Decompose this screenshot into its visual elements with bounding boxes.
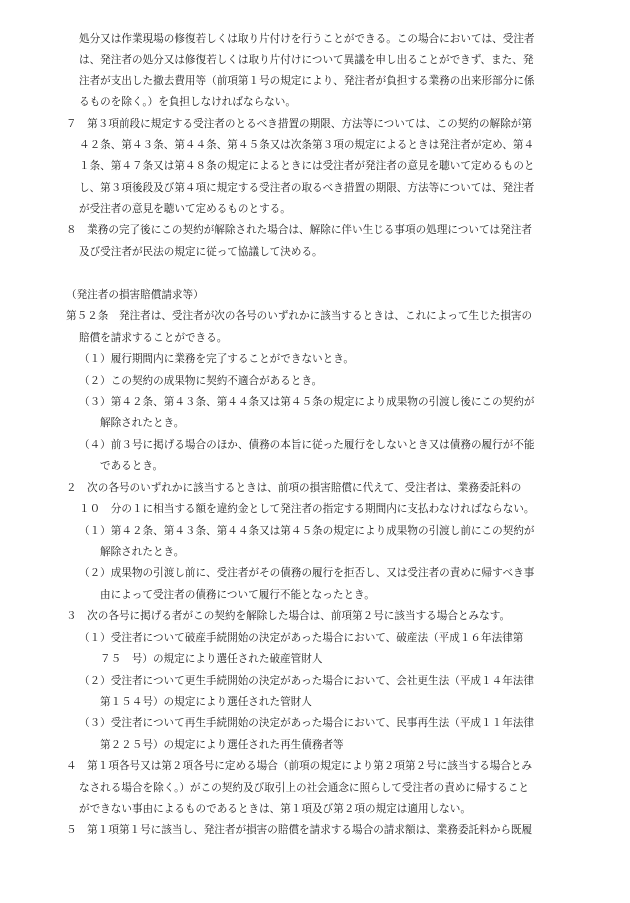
list-item: （３）受注者について再生手続開始の決定があった場合において、民事再生法（平成１１年法律: [79, 717, 534, 729]
text-line: １０ 分の１に相当する額を違約金として発注者の指定する期間内に支払わなければならない。: [79, 503, 535, 515]
list-item: （４）前３号に掲げる場合のほか、債務の本旨に従った履行をしないとき又は債務の履行が不能: [79, 439, 535, 451]
text-line: ができない事由によるものであるときは、第１項及び第２項の規定は適用しない。: [79, 803, 471, 815]
text-line: るものを除く。）を負担しなければならない。: [79, 96, 296, 108]
text-line: 処分又は作業現場の修復若しくは取り片付けを行うことができる。この場合においては、受注者: [79, 33, 535, 45]
paragraph-5-line: ５ 第１項第１号に該当し、発注者が損害の賠償を請求する場合の請求額は、業務委託料から既履: [66, 824, 533, 836]
list-item: （３）第４２条、第４３条、第４４条又は第４５条の規定により成果物の引渡し後にこの契約が: [79, 396, 535, 408]
article-52-line: 第５２条 発注者は、受注者が次の各号のいずれかに該当するときは、これによって生じた損害の: [66, 310, 533, 322]
text-line: は、発注者の処分又は修復若しくは取り片付けについて異議を申し出ることができず、また、発: [79, 54, 534, 66]
list-item-continuation: 第１５４号）の規定により選任された管財人: [100, 696, 312, 708]
list-item: （１）受注者について破産手続開始の決定があった場合において、破産法（平成１６年法律第: [79, 632, 524, 644]
text-line: なされる場合を除く。）がこの契約及び取引上の社会通念に照らして受注者の責めに帰すること: [79, 782, 530, 794]
paragraph-8-line: ８ 業務の完了後にこの契約が解除された場合は、解除に伴い生じる事項の処理については発注者: [66, 224, 532, 236]
text-line: 及び受注者が民法の規定に従って協議して決める。: [79, 246, 323, 258]
list-item: （２）成果物の引渡し前に、受注者がその債務の履行を拒否し、又は受注者の責めに帰すべき事: [79, 567, 535, 579]
text-line: し、第３項後段及び第４項に規定する受注者の取るべき措置の期限、方法等については、発注者: [79, 182, 535, 194]
text-line: 注者が支出した撤去費用等（前項第１号の規定により、発注者が負担する業務の出来形部分に係: [79, 75, 535, 87]
paragraph-7-line: ７ 第３項前段に規定する受注者のとるべき措置の期限、方法等については、この契約の解除が第: [66, 118, 532, 130]
list-item: （２）この契約の成果物に契約不適合があるとき。: [79, 375, 323, 387]
paragraph-3-line: ３ 次の各号に掲げる者がこの契約を解除した場合は、前項第２号に該当する場合とみなす。: [66, 610, 511, 622]
list-item-continuation: ７５ 号）の規定により選任された破産管財人: [100, 653, 323, 665]
list-item-continuation: であるとき。: [100, 460, 164, 472]
text-line: が受注者の意見を聴いて定めるものとする。: [79, 203, 291, 215]
text-line: １条、第４７条又は第４８条の規定によるときには受注者が発注者の意見を聴いて定めるものと: [79, 160, 535, 172]
paragraph-4-line: ４ 第１項各号又は第２項各号に定める場合（前項の規定により第２項第２号に該当する場合とみ: [66, 760, 533, 772]
text-line: ４２条、第４３条、第４４条、第４５条又は次条第３項の規定によるときは発注者が定め、第４: [79, 139, 535, 151]
list-item-continuation: 解除されたとき。: [100, 546, 185, 558]
list-item: （１）履行期間内に業務を完了することができないとき。: [79, 353, 355, 365]
text-line: 賠償を請求することができる。: [79, 332, 228, 344]
list-item: （１）第４２条、第４３条、第４４条又は第４５条の規定により成果物の引渡し前にこの契約が: [79, 525, 535, 537]
list-item-continuation: 第２２５号）の規定により選任された再生債務者等: [100, 739, 344, 751]
list-item: （２）受注者について更生手続開始の決定があった場合において、会社更生法（平成１４年法律: [79, 675, 534, 687]
section-heading: （発注者の損害賠償請求等）: [66, 289, 204, 301]
list-item-continuation: 解除されたとき。: [100, 417, 185, 429]
list-item-continuation: 由によって受注者の債務について履行不能となったとき。: [100, 589, 375, 601]
paragraph-2-line: ２ 次の各号のいずれかに該当するときは、前項の損害賠償に代えて、受注者は、業務委託料の: [66, 482, 522, 494]
